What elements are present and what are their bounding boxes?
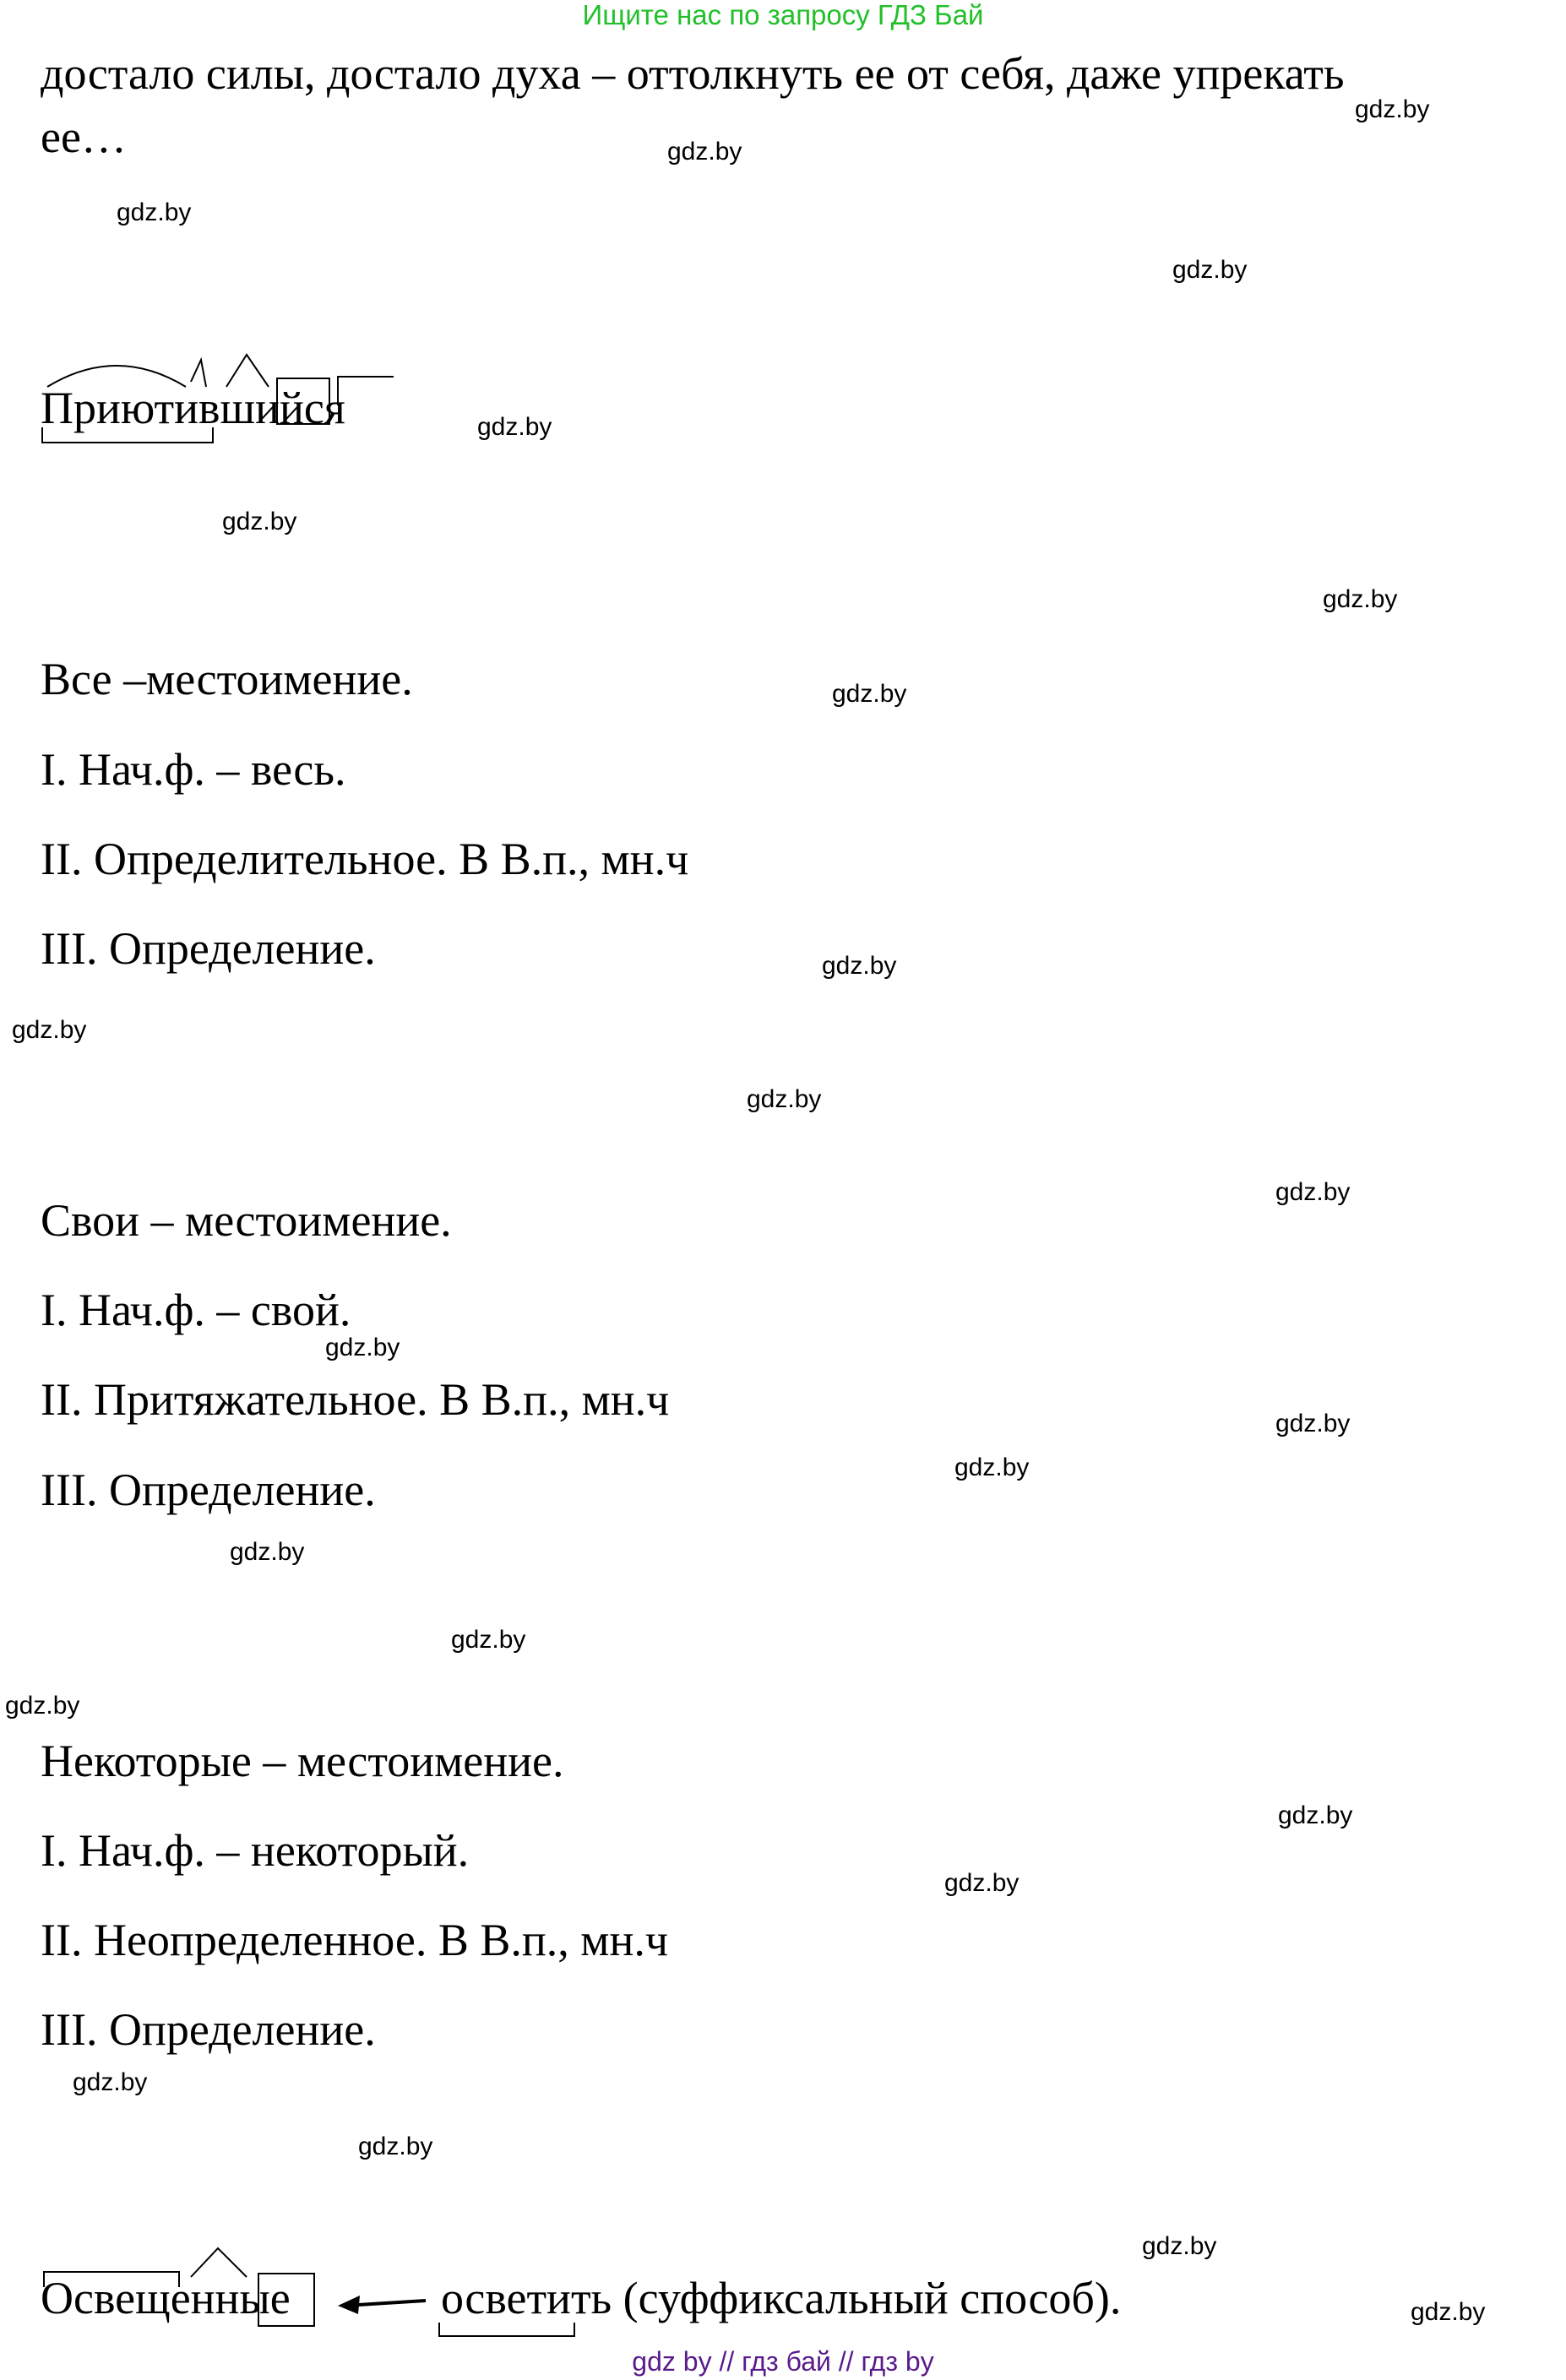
- intro-line-2: ее…: [41, 111, 127, 162]
- watermark: gdz.by: [944, 1869, 1020, 1897]
- derivation-word-text: Освещенные: [41, 2273, 291, 2323]
- pronoun-some-point-1: I. Нач.ф. – некоторый.: [41, 1825, 470, 1876]
- watermark: gdz.by: [1275, 1178, 1351, 1206]
- pronoun-own-point-1: I. Нач.ф. – свой.: [41, 1285, 351, 1335]
- watermark: gdz.by: [230, 1538, 305, 1566]
- footer-link[interactable]: gdz by // гдз бай // гдз by: [632, 2346, 934, 2377]
- watermark: gdz.by: [1355, 95, 1430, 123]
- pronoun-all-point-2: II. Определительное. В В.п., мн.ч: [41, 834, 689, 884]
- watermark: gdz.by: [12, 1016, 87, 1044]
- morpheme-marks-icon: [41, 345, 429, 437]
- morpheme-analysis-word: [41, 378, 345, 437]
- pronoun-some-heading: Некоторые – местоимение.: [41, 1736, 564, 1786]
- watermark: gdz.by: [222, 508, 297, 535]
- watermark: gdz.by: [5, 1692, 80, 1720]
- watermark: gdz.by: [451, 1626, 526, 1654]
- watermark: gdz.by: [1278, 1801, 1353, 1829]
- watermark: gdz.by: [117, 198, 192, 226]
- watermark: gdz.by: [358, 2133, 433, 2160]
- pronoun-all-heading: Все –местоимение.: [41, 654, 413, 704]
- watermark: gdz.by: [1172, 256, 1248, 284]
- watermark: gdz.by: [325, 1334, 400, 1361]
- morpheme-word-text: Приютившийся: [41, 383, 345, 433]
- pronoun-some-point-3: III. Определение.: [41, 2004, 376, 2055]
- watermark: gdz.by: [832, 680, 907, 708]
- watermark: gdz.by: [1142, 2232, 1217, 2260]
- watermark: gdz.by: [822, 952, 897, 980]
- pronoun-own-point-3: III. Определение.: [41, 1464, 376, 1515]
- watermark: gdz.by: [73, 2068, 148, 2096]
- watermark: gdz.by: [667, 138, 742, 166]
- pronoun-own-point-2: II. Притяжательное. В В.п., мн.ч: [41, 1374, 670, 1425]
- watermark: gdz.by: [477, 413, 552, 441]
- intro-line-1: достало силы, достало духа – оттолкнуть ее от себя, даже упрекать: [41, 48, 1345, 99]
- watermark: gdz.by: [954, 1454, 1030, 1481]
- watermark: gdz.by: [1275, 1410, 1351, 1437]
- watermark: gdz.by: [1411, 2298, 1486, 2326]
- pronoun-some-point-2: II. Неопределенное. В В.п., мн.ч: [41, 1915, 669, 1965]
- derivation-source: осветить (суффиксальный способ).: [441, 2273, 1122, 2323]
- derivation-word: [41, 2269, 291, 2328]
- top-banner-link[interactable]: Ищите нас по запросу ГДЗ Бай: [582, 0, 984, 30]
- watermark: gdz.by: [747, 1085, 822, 1113]
- pronoun-all-point-3: III. Определение.: [41, 923, 376, 974]
- watermark: gdz.by: [1323, 585, 1398, 613]
- pronoun-own-heading: Свои – местоимение.: [41, 1195, 452, 1246]
- pronoun-all-point-1: I. Нач.ф. – весь.: [41, 744, 346, 795]
